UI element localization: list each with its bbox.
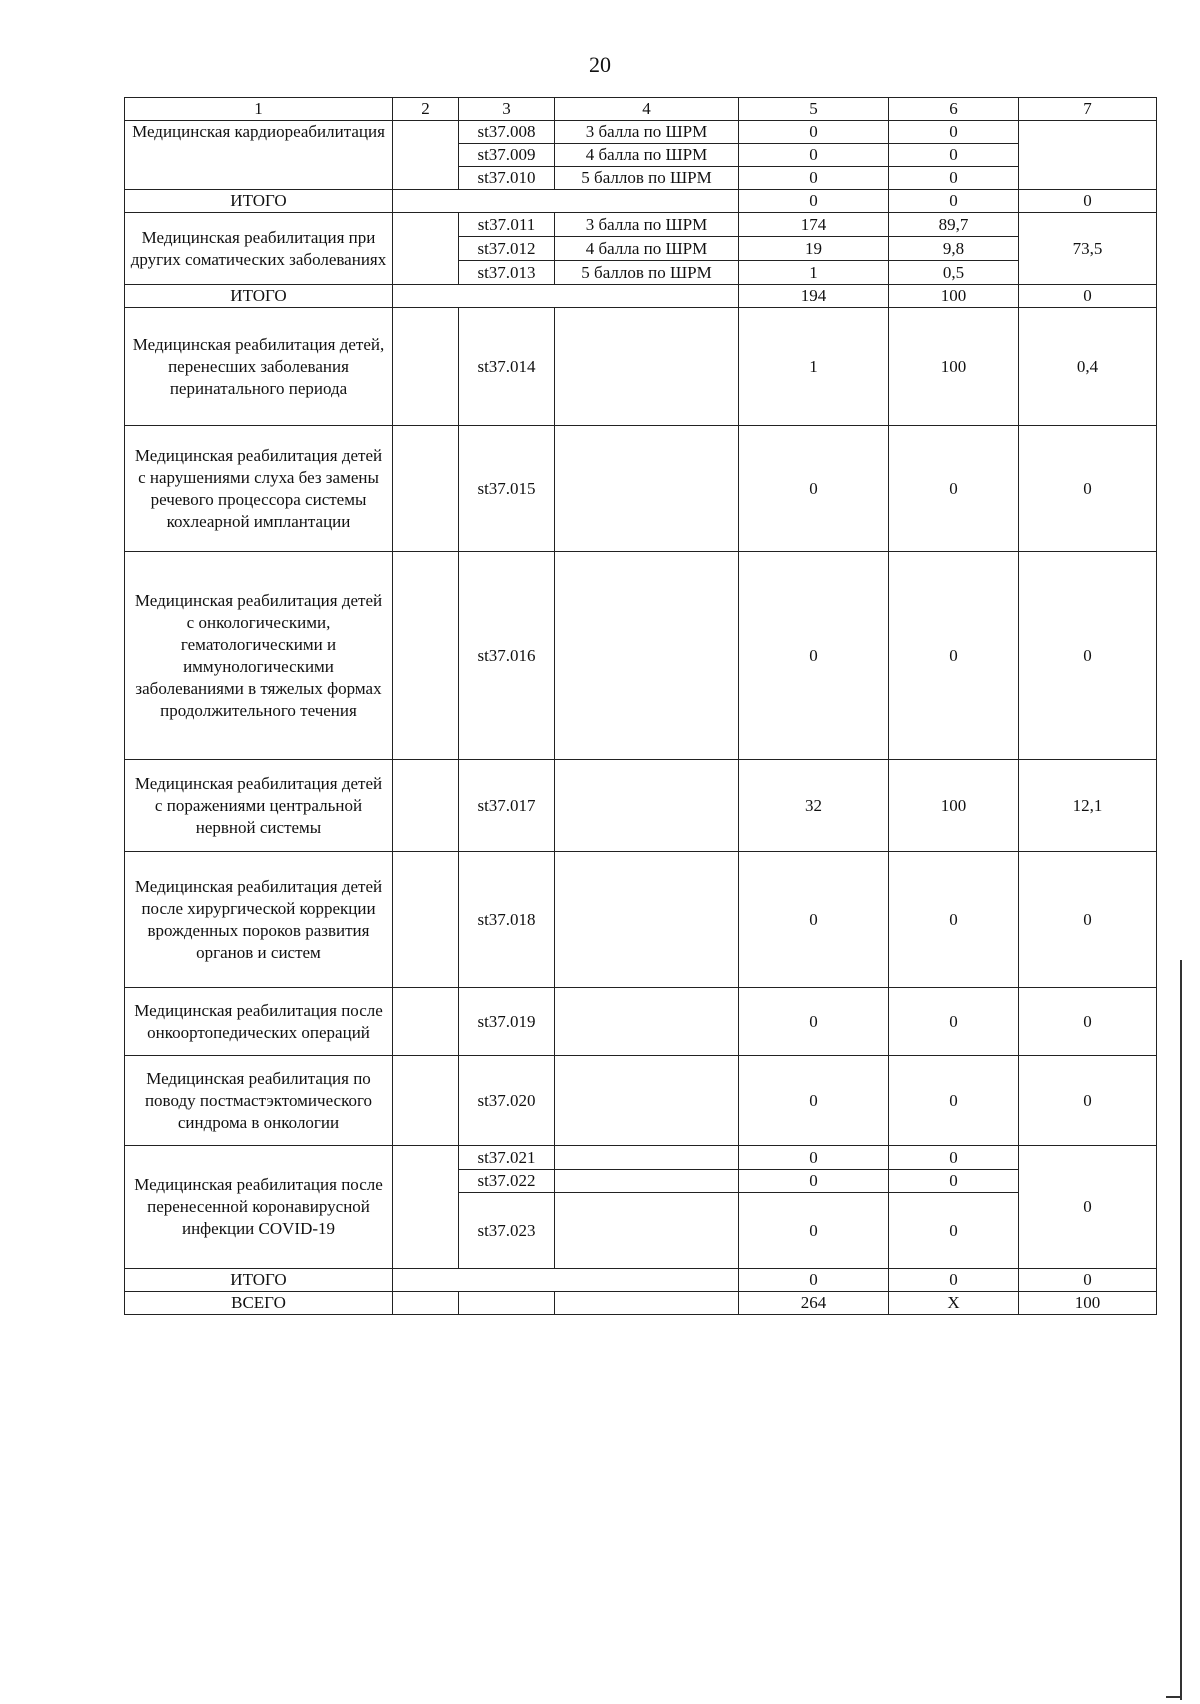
value-cell: 9,8 [889, 237, 1019, 261]
value-cell: 0,4 [1019, 308, 1157, 426]
table-row [125, 121, 1157, 144]
value-cell: 0 [889, 852, 1019, 988]
subtotal-label: ИТОГО [125, 285, 393, 308]
empty-cell [555, 1292, 739, 1315]
table-row [125, 552, 1157, 760]
value-cell: 32 [739, 760, 889, 852]
code-cell: st37.013 [459, 261, 555, 285]
value-cell: 0 [739, 1170, 889, 1193]
group-name: Медицинская реабилитация при других соматических заболеваниях [125, 213, 393, 285]
value-cell: 0 [889, 1193, 1019, 1269]
value-cell: 100 [889, 760, 1019, 852]
page-edge-rule [1180, 960, 1182, 1700]
grand-total-label: ВСЕГО [125, 1292, 393, 1315]
code-cell: st37.011 [459, 213, 555, 237]
group-name: Медицинская реабилитация детей с нарушениями слуха без замены речевого процессора системы кохлеарной имплантации [125, 426, 393, 552]
empty-cell [555, 552, 739, 760]
table-row [125, 988, 1157, 1056]
value-cell: 0 [739, 988, 889, 1056]
empty-cell [393, 190, 739, 213]
value-cell: 100 [889, 308, 1019, 426]
table-row [125, 852, 1157, 988]
table-row [125, 426, 1157, 552]
header-cell: 5 [739, 98, 889, 121]
value-cell: 264 [739, 1292, 889, 1315]
value-cell: 0 [739, 1146, 889, 1170]
empty-cell [393, 426, 459, 552]
header-cell: 4 [555, 98, 739, 121]
header-cell: 6 [889, 98, 1019, 121]
header-cell: 1 [125, 98, 393, 121]
empty-cell [555, 852, 739, 988]
score-cell: 4 балла по ШРМ [555, 237, 739, 261]
code-cell: st37.014 [459, 308, 555, 426]
value-cell: 0 [739, 1193, 889, 1269]
value-cell: 0 [1019, 285, 1157, 308]
subtotal-label: ИТОГО [125, 190, 393, 213]
value-cell: 0 [1019, 426, 1157, 552]
value-cell: 0 [739, 1269, 889, 1292]
value-cell: 0 [889, 1146, 1019, 1170]
value-cell: 0 [889, 190, 1019, 213]
value-cell: 0 [889, 988, 1019, 1056]
value-cell: 0 [889, 1170, 1019, 1193]
value-cell: 194 [739, 285, 889, 308]
code-cell: st37.012 [459, 237, 555, 261]
value-cell: 0 [739, 167, 889, 190]
value-cell: 0 [1019, 1269, 1157, 1292]
group-name: Медицинская реабилитация детей с онкологическими, гематологическими и иммунологическими заболеваниями в тяжелых формах продолжительного течения [125, 552, 393, 760]
page-number: 20 [589, 52, 611, 77]
value-cell: 12,1 [1019, 760, 1157, 852]
table-row [125, 213, 1157, 237]
value-cell: 0 [739, 426, 889, 552]
value-cell: 0 [1019, 1056, 1157, 1146]
table-row [125, 308, 1157, 426]
code-cell: st37.020 [459, 1056, 555, 1146]
value-cell: 0 [889, 426, 1019, 552]
value-cell: 1 [739, 261, 889, 285]
value-cell: 0 [1019, 552, 1157, 760]
empty-cell [393, 1056, 459, 1146]
group-name: Медицинская реабилитация детей, перенесших заболевания перинатального периода [125, 308, 393, 426]
code-cell: st37.010 [459, 167, 555, 190]
value-cell: 0 [889, 1056, 1019, 1146]
group-name: Медицинская реабилитация детей с поражениями центральной нервной системы [125, 760, 393, 852]
empty-cell [555, 1170, 739, 1193]
code-cell: st37.018 [459, 852, 555, 988]
code-cell: st37.022 [459, 1170, 555, 1193]
empty-cell [555, 308, 739, 426]
empty-cell [393, 1292, 459, 1315]
total-row [125, 1269, 1157, 1292]
value-cell: 0 [889, 144, 1019, 167]
empty-cell [555, 1146, 739, 1170]
value-cell: 0 [739, 190, 889, 213]
total-label: ИТОГО [125, 1269, 393, 1292]
score-cell: 5 баллов по ШРМ [555, 167, 739, 190]
header-row [125, 98, 1157, 121]
subtotal-row [125, 285, 1157, 308]
table-row [125, 760, 1157, 852]
value-cell: 0 [889, 1269, 1019, 1292]
value-cell: 0 [1019, 988, 1157, 1056]
code-cell: st37.015 [459, 426, 555, 552]
empty-cell [393, 121, 459, 190]
group-name: Медицинская реабилитация после онкоортопедических операций [125, 988, 393, 1056]
table-row [125, 1056, 1157, 1146]
table-row [125, 1146, 1157, 1170]
code-cell: st37.016 [459, 552, 555, 760]
code-cell: st37.008 [459, 121, 555, 144]
value-cell: 0 [889, 121, 1019, 144]
empty-cell [393, 852, 459, 988]
code-cell: st37.021 [459, 1146, 555, 1170]
empty-cell [393, 1146, 459, 1269]
subtotal-row [125, 190, 1157, 213]
empty-cell [555, 988, 739, 1056]
header-cell: 3 [459, 98, 555, 121]
code-cell: st37.019 [459, 988, 555, 1056]
empty-cell [1019, 121, 1157, 190]
header-cell: 7 [1019, 98, 1157, 121]
value-cell: 1 [739, 308, 889, 426]
code-cell: st37.009 [459, 144, 555, 167]
group-name: Медицинская реабилитация по поводу постмастэктомического синдрома в онкологии [125, 1056, 393, 1146]
empty-cell [555, 426, 739, 552]
empty-cell [393, 552, 459, 760]
value-cell: 0 [889, 552, 1019, 760]
page-edge-tick [1166, 1696, 1182, 1698]
grand-total-row [125, 1292, 1157, 1315]
value-cell: 0 [739, 852, 889, 988]
empty-cell [393, 308, 459, 426]
value-cell: 0 [889, 167, 1019, 190]
score-cell: 5 баллов по ШРМ [555, 261, 739, 285]
code-cell: st37.017 [459, 760, 555, 852]
value-cell: 0,5 [889, 261, 1019, 285]
value-cell: Х [889, 1292, 1019, 1315]
group-name: Медицинская реабилитация после перенесенной коронавирусной инфекции COVID-19 [125, 1146, 393, 1269]
value-cell: 0 [1019, 1146, 1157, 1269]
value-cell: 19 [739, 237, 889, 261]
empty-cell [393, 988, 459, 1056]
empty-cell [393, 213, 459, 285]
score-cell: 3 балла по ШРМ [555, 213, 739, 237]
group-name: Медицинская реабилитация детей после хирургической коррекции врожденных пороков развития органов и систем [125, 852, 393, 988]
empty-cell [393, 1269, 739, 1292]
value-cell: 100 [1019, 1292, 1157, 1315]
value-cell: 100 [889, 285, 1019, 308]
code-cell: st37.023 [459, 1193, 555, 1269]
value-cell: 89,7 [889, 213, 1019, 237]
empty-cell [555, 760, 739, 852]
value-cell: 0 [1019, 190, 1157, 213]
value-cell: 174 [739, 213, 889, 237]
rehabilitation-table [124, 97, 1157, 1315]
group-name: Медицинская кардиореабилитация [125, 121, 393, 190]
empty-cell [393, 285, 739, 308]
empty-cell [393, 760, 459, 852]
empty-cell [459, 1292, 555, 1315]
empty-cell [555, 1056, 739, 1146]
header-cell: 2 [393, 98, 459, 121]
score-cell: 4 балла по ШРМ [555, 144, 739, 167]
value-cell: 0 [739, 144, 889, 167]
value-cell: 0 [739, 1056, 889, 1146]
value-cell: 0 [739, 552, 889, 760]
empty-cell [555, 1193, 739, 1269]
value-cell: 0 [739, 121, 889, 144]
value-cell: 0 [1019, 852, 1157, 988]
score-cell: 3 балла по ШРМ [555, 121, 739, 144]
value-cell: 73,5 [1019, 213, 1157, 285]
